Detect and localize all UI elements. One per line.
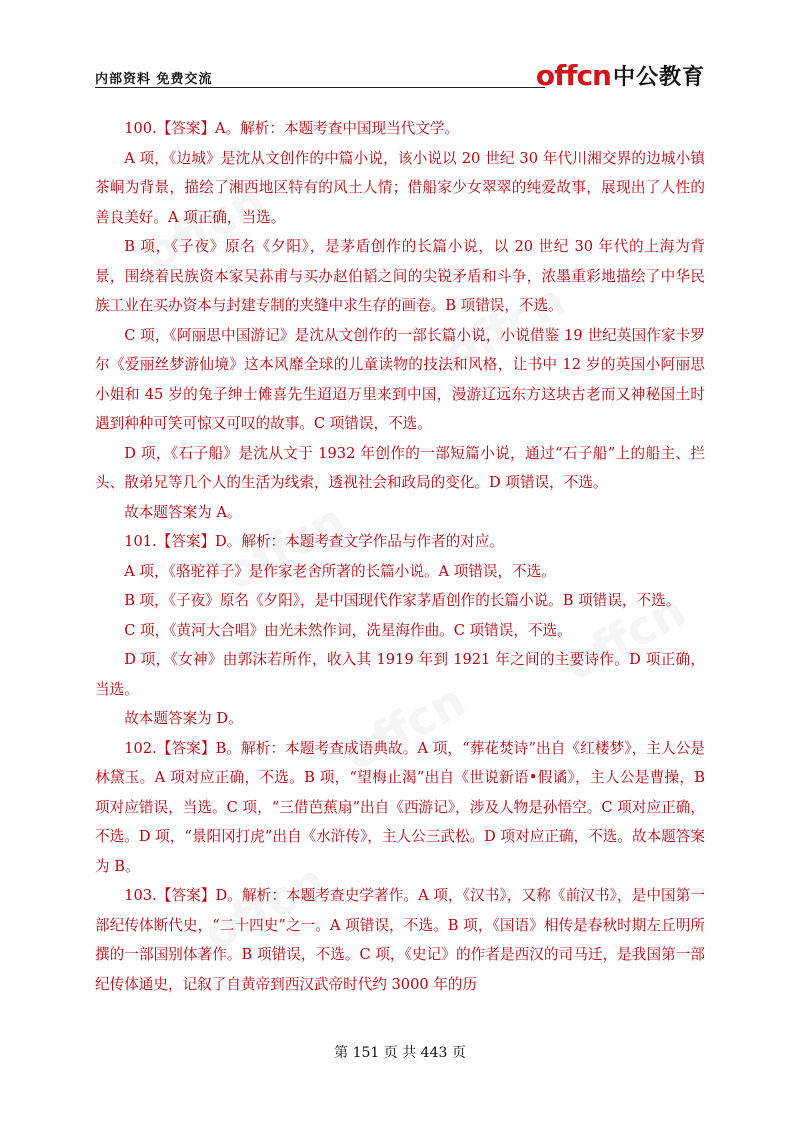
page-number: 第 151 页 共 443 页 — [334, 1045, 466, 1061]
paragraph: 故本题答案为 D。 — [124, 710, 243, 727]
paragraph: D 项，《女神》由郭沫若所作，收入其 1919 年到 1921 年之间的主要诗作。D 项正确，当选。 — [95, 651, 705, 698]
paragraph: 故本题答案为 A。 — [124, 503, 242, 521]
paragraph: A 项，《骆驼祥子》是作家老舍所著的长篇小说。A 项错误，不选。 — [124, 562, 556, 580]
paragraph: 102.【答案】B。解析：本题考查成语典故。A 项，“葬花焚诗”出自《红楼梦》，主人公是林黛玉。A 项对应正确，不选。B 项，“望梅止渴”出自《世说新语•假谲》，主人公是曹操，B 项对应错误，当选。C 项，“三借芭蕉扇”出自《西游记》，涉及人物是孙悟空。C 项对应正确，不选。D 项，“景阳冈打虎”出自《水浒传》，主人公三武松。D 项对应正确，不选。故本题答案为 B。 — [95, 739, 705, 875]
document-body — [95, 114, 705, 999]
offcn-logo — [536, 60, 705, 90]
logo-latin-text: offcn — [535, 58, 611, 92]
paragraph: B 项，《子夜》原名《夕阳》，是茅盾创作的长篇小说，以 20 世纪 30 年代的上海为背景，围绕着民族资本家吴荪甫与买办赵伯韬之间的尖锐矛盾和斗争，浓墨重彩地描绘了中华民族工业在买办资本与封建专制的夹缝中求生存的画卷。B 项错误，不选。 — [95, 238, 705, 314]
paragraph: A 项，《边城》是沈从文创作的中篇小说，该小说以 20 世纪 30 年代川湘交界的边城小镇茶峒为背景，描绘了湘西地区特有的风土人情；借船家少女翠翠的纯爱故事，展现出了人性的善良美好。A 项正确，当选。 — [95, 149, 705, 226]
header-divider — [95, 87, 545, 88]
paragraph: C 项，《黄河大合唱》由光未然作词，冼星海作曲。C 项错误，不选。 — [124, 621, 572, 639]
paragraph: 101.【答案】D。解析：本题考查文学作品与作者的对应。 — [124, 533, 505, 550]
paragraph: B 项，《子夜》原名《夕阳》，是中国现代作家茅盾创作的长篇小说。B 项错误，不选。 — [124, 592, 681, 609]
paragraph: 100.【答案】A。解析：本题考查中国现当代文学。 — [124, 120, 460, 137]
paragraph: D 项，《石子船》是沈从文于 1932 年创作的一部短篇小说，通过“石子船”上的船主、拦头、散弟兄等几个人的生活为线索，透视社会和政局的变化。D 项错误，不选。 — [95, 444, 705, 491]
paragraph: 103.【答案】D。解析：本题考查史学著作。A 项，《汉书》，又称《前汉书》，是中国第一部纪传体断代史，“二十四史”之一。A 项错误，不选。B 项，《国语》相传是春秋时期左丘明所撰的一部国别体著作。B 项错误，不选。C 项，《史记》的作者是西汉的司马迁，是我国第一部纪传体通史，记叙了自黄帝到西汉武帝时代约 3000 年的历 — [95, 887, 705, 993]
header-label: 内部资料 免费交流 — [95, 72, 213, 87]
page-header — [95, 58, 705, 92]
logo-chinese-text: 中公教育 — [612, 64, 705, 90]
paragraph: C 项，《阿丽思中国游记》是沈从文创作的一部长篇小说，小说借鉴 19 世纪英国作家卡罗尔《爱丽丝梦游仙境》这本风靡全球的儿童读物的技法和风格，让书中 12 岁的英国小阿丽思小姐和 45 岁的兔子绅士傩喜先生迢迢万里来到中国，漫游辽远东方这块古老而又神秘国土时遇到种种可笑可惊又可叹的故事。C 项错误，不选。 — [95, 326, 705, 432]
